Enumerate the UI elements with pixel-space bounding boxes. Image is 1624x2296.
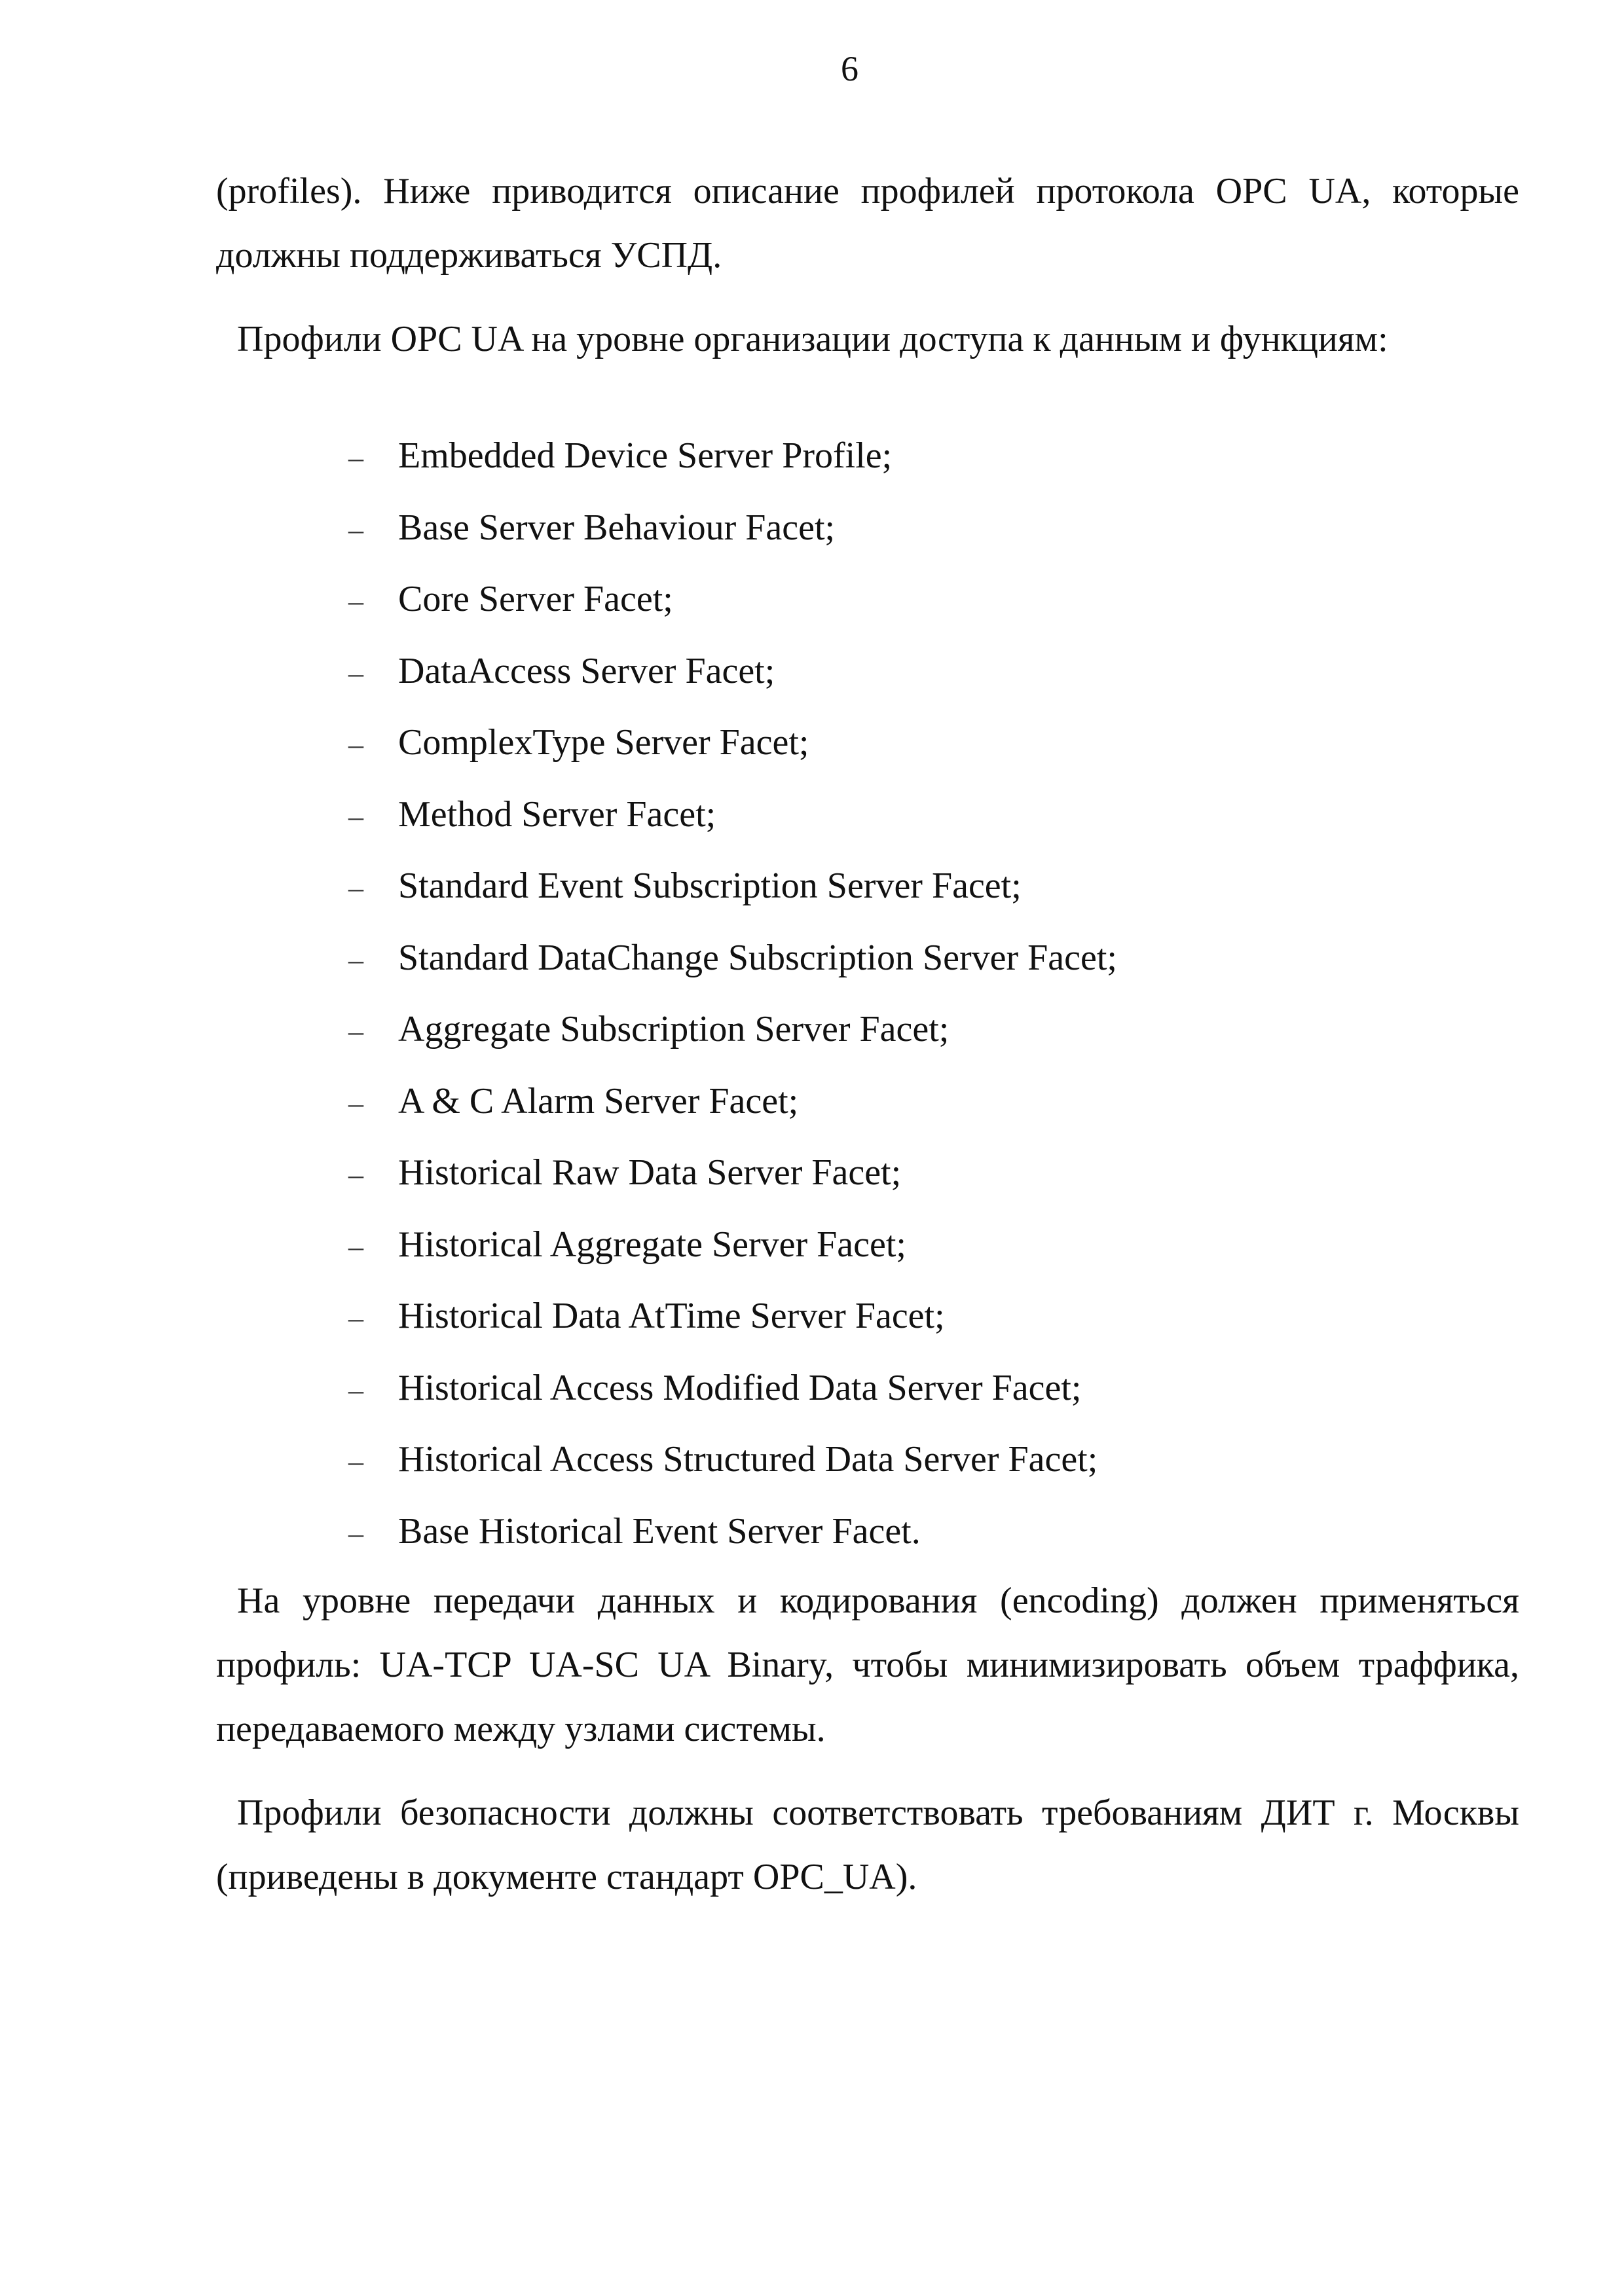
list-item-text: DataAccess Server Facet;: [398, 650, 775, 691]
list-item-text: Aggregate Subscription Server Facet;: [398, 1009, 950, 1049]
list-item: [216, 994, 1519, 1066]
dash-bullet: –: [348, 1085, 363, 1120]
list-item: [216, 922, 1519, 994]
paragraph-security: Профили безопасности должны соответствовать требованиям ДИТ г. Москвы (приведены в документе стандарт OPC_UA).: [216, 1793, 1519, 1897]
dash-bullet: –: [348, 942, 363, 976]
paragraph-profiles-lead: Профили OPC UA на уровне организации доступа к данным и функциям:: [237, 319, 1388, 359]
dash-bullet: –: [348, 512, 363, 546]
list-item-text: Embedded Device Server Profile;: [398, 435, 893, 476]
dash-bullet: –: [348, 871, 363, 904]
list-item-text: Standard DataChange Subscription Server Facet;: [398, 937, 1117, 978]
list-item: [216, 1496, 1519, 1568]
list-item-text: Historical Data AtTime Server Facet;: [398, 1296, 945, 1336]
list-item: [216, 420, 1519, 492]
dash-bullet: –: [348, 1444, 363, 1478]
list-item-text: Base Server Behaviour Facet;: [398, 507, 836, 548]
list-item-text: Method Server Facet;: [398, 793, 716, 835]
profiles-list: [216, 420, 1519, 1567]
dash-bullet: –: [348, 584, 363, 617]
list-item: [216, 1209, 1519, 1281]
list-item: [216, 1353, 1519, 1425]
list-item-text: ComplexType Server Facet;: [398, 722, 809, 763]
list-item: [216, 779, 1519, 851]
dash-bullet: –: [348, 1229, 363, 1263]
list-item-text: Core Server Facet;: [398, 579, 673, 619]
list-item-text: A & C Alarm Server Facet;: [398, 1080, 799, 1121]
list-item-text: Historical Access Structured Data Server Facet;: [398, 1439, 1098, 1480]
list-item: [216, 850, 1519, 922]
dash-bullet: –: [348, 1516, 363, 1550]
list-item: [216, 636, 1519, 708]
list-item: [216, 492, 1519, 564]
dash-bullet: –: [348, 799, 363, 833]
dash-bullet: –: [348, 1014, 363, 1048]
paragraph-encoding: На уровне передачи данных и кодирования (encoding) должен применяться профиль: UA-TCP UA-SC UA Binary, чтобы минимизировать объем траффика, передаваемого между узлами системы.: [216, 1580, 1519, 1749]
dash-bullet: –: [348, 655, 363, 689]
dash-bullet: –: [348, 727, 363, 761]
paragraph-intro: (profiles). Ниже приводится описание профилей протокола OPC UA, которые должны поддерживаться УСПД.: [216, 171, 1519, 276]
list-item: [216, 1424, 1519, 1496]
dash-bullet: –: [348, 441, 363, 474]
list-item: [216, 564, 1519, 636]
list-item-text: Base Historical Event Server Facet.: [398, 1510, 921, 1552]
list-item-text: Standard Event Subscription Server Facet;: [398, 866, 1022, 906]
list-item-text: Historical Aggregate Server Facet;: [398, 1224, 906, 1265]
list-item-text: Historical Access Modified Data Server Facet;: [398, 1367, 1082, 1408]
dash-bullet: –: [348, 1372, 363, 1406]
document-body: [216, 159, 1519, 1909]
dash-bullet: –: [348, 1157, 363, 1191]
list-item-text: Historical Raw Data Server Facet;: [398, 1152, 902, 1193]
list-item: [216, 1066, 1519, 1138]
list-item: [216, 1281, 1519, 1353]
list-item: [216, 707, 1519, 779]
list-item: [216, 1137, 1519, 1209]
page-number: 6: [841, 49, 858, 88]
dash-bullet: –: [348, 1301, 363, 1334]
